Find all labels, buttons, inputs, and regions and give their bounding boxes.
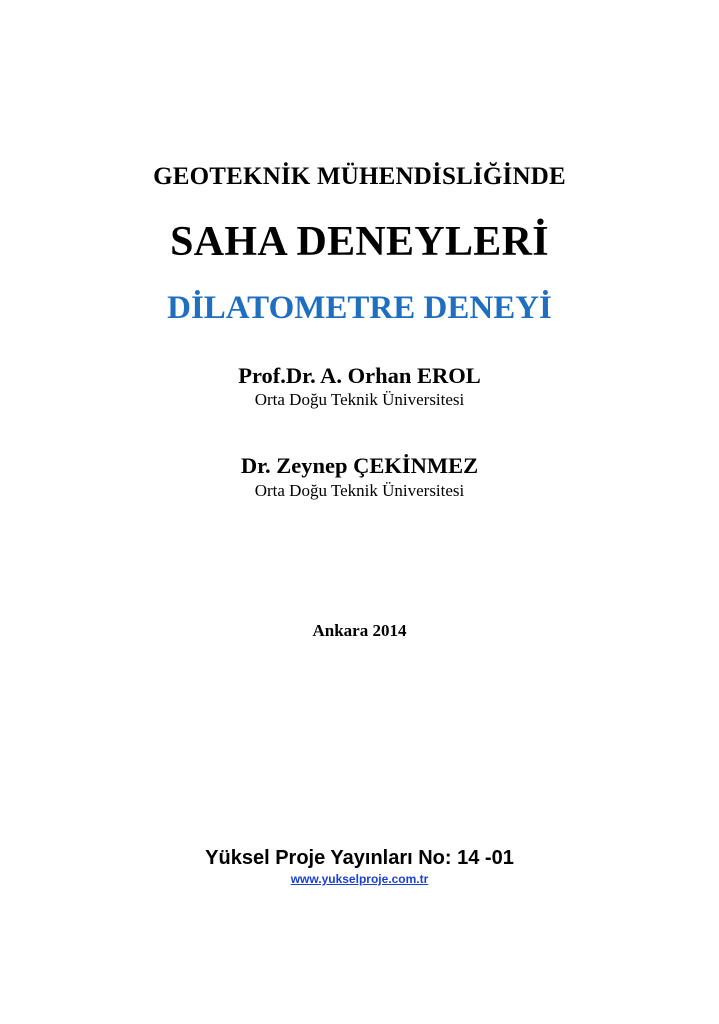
place-and-year: Ankara 2014 (312, 621, 407, 640)
author-name: Prof.Dr. A. Orhan EROL (238, 363, 481, 388)
main-title: SAHA DENEYLERİ (170, 219, 549, 265)
subject-heading: GEOTEKNİK MÜHENDİSLİĞİNDE (153, 163, 566, 190)
website-link[interactable]: www.yukselproje.com.tr (290, 872, 429, 886)
website-container (0, 872, 719, 886)
author-affiliation: Orta Doğu Teknik Üniversitesi (254, 481, 465, 500)
author-affiliation: Orta Doğu Teknik Üniversitesi (254, 390, 465, 409)
publisher-series: Yüksel Proje Yayınları No: 14 -01 (205, 847, 514, 869)
author-name: Dr. Zeynep ÇEKİNMEZ (240, 453, 479, 478)
topic-title: DİLATOMETRE DENEYİ (167, 290, 552, 326)
